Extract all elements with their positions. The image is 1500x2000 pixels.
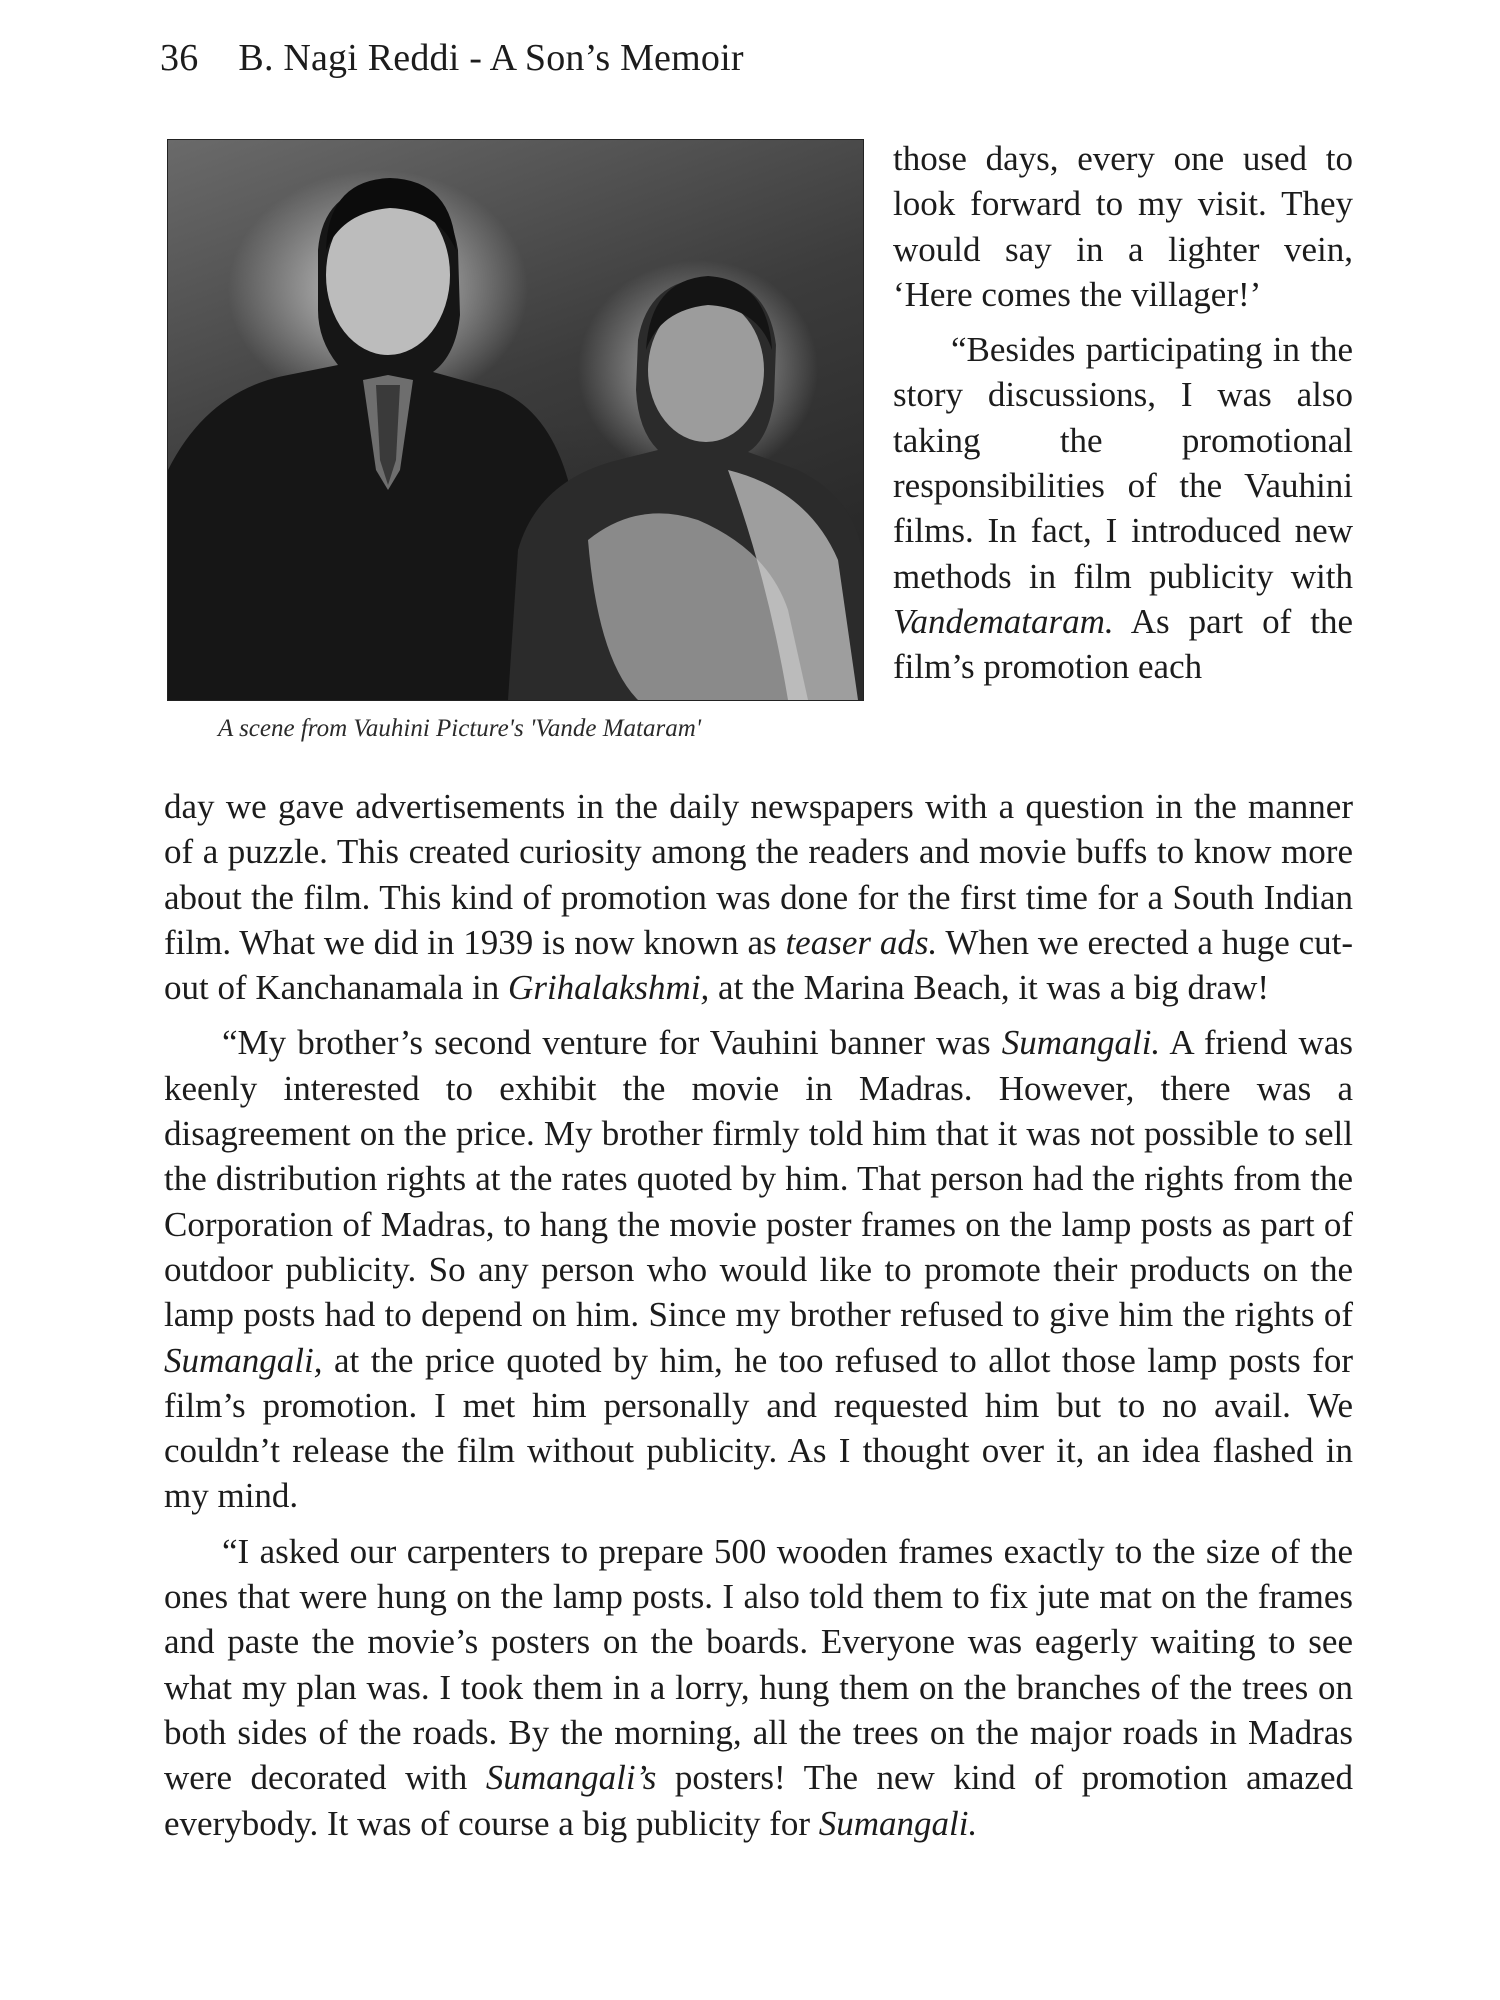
paragraph: those days, every one used to look forward to my visit. They would say in a lighter vein, ‘Here comes the villager!’: [893, 139, 1353, 314]
film-still-illustration: [168, 140, 863, 700]
page-number: 36: [160, 37, 199, 79]
film-still-photo: [167, 139, 864, 701]
body-text: [164, 784, 1353, 1846]
running-head: [160, 36, 744, 80]
paragraph: day we gave advertisements in the daily newspapers with a question in the manner of a puzzle. This created curiosity among the readers and movie buffs to know more about the film. This kind of promotion was done for the first time for a South Indian film. What we did in 1939 is now known as teaser ads. When we erected a huge cut-out of Kanchanamala in Grihalakshmi, at the Marina Beach, it was a big draw!: [164, 787, 1353, 1008]
paragraph: “I asked our carpenters to prepare 500 wooden frames exactly to the size of the ones that were hung on the lamp posts. I also told them to fix jute mat on the frames and paste the movie’s posters on the boards. Everyone was eagerly waiting to see what my plan was. I took them in a lorry, hung them on the branches of the trees on both sides of the roads. By the morning, all the trees on the major roads in Madras were decorated with Sumangali’s posters! The new kind of promotion amazed everybody. It was of course a big publicity for Sumangali.: [164, 1531, 1353, 1843]
figure-caption: A scene from Vauhini Picture's 'Vande Mataram': [218, 715, 702, 742]
book-title: B. Nagi Reddi - A Son’s Memoir: [238, 37, 744, 79]
paragraph: “My brother’s second venture for Vauhini banner was Sumangali. A friend was keenly interested to exhibit the movie in Madras. However, there was a disagreement on the price. My brother firmly told him that it was not possible to sell the distribution rights at the rates quoted by him. That person had the rights from the Corporation of Madras, to hang the movie poster frames on the lamp posts as part of outdoor publicity. So any person who would like to promote their products on the lamp posts had to depend on him. Since my brother refused to give him the rights of Sumangali, at the price quoted by him, he too refused to allot those lamp posts for film’s promotion. I met him personally and requested him but to no avail. We couldn’t release the film without publicity. As I thought over it, an idea flashed in my mind.: [164, 1023, 1353, 1516]
wrap-column: [893, 136, 1353, 690]
paragraph: “Besides participating in the story discussions, I was also taking the promotional responsibilities of the Vauhini films. In fact, I introduced new methods in film publicity with Vandemataram. As part of the film’s promotion each: [893, 330, 1353, 687]
